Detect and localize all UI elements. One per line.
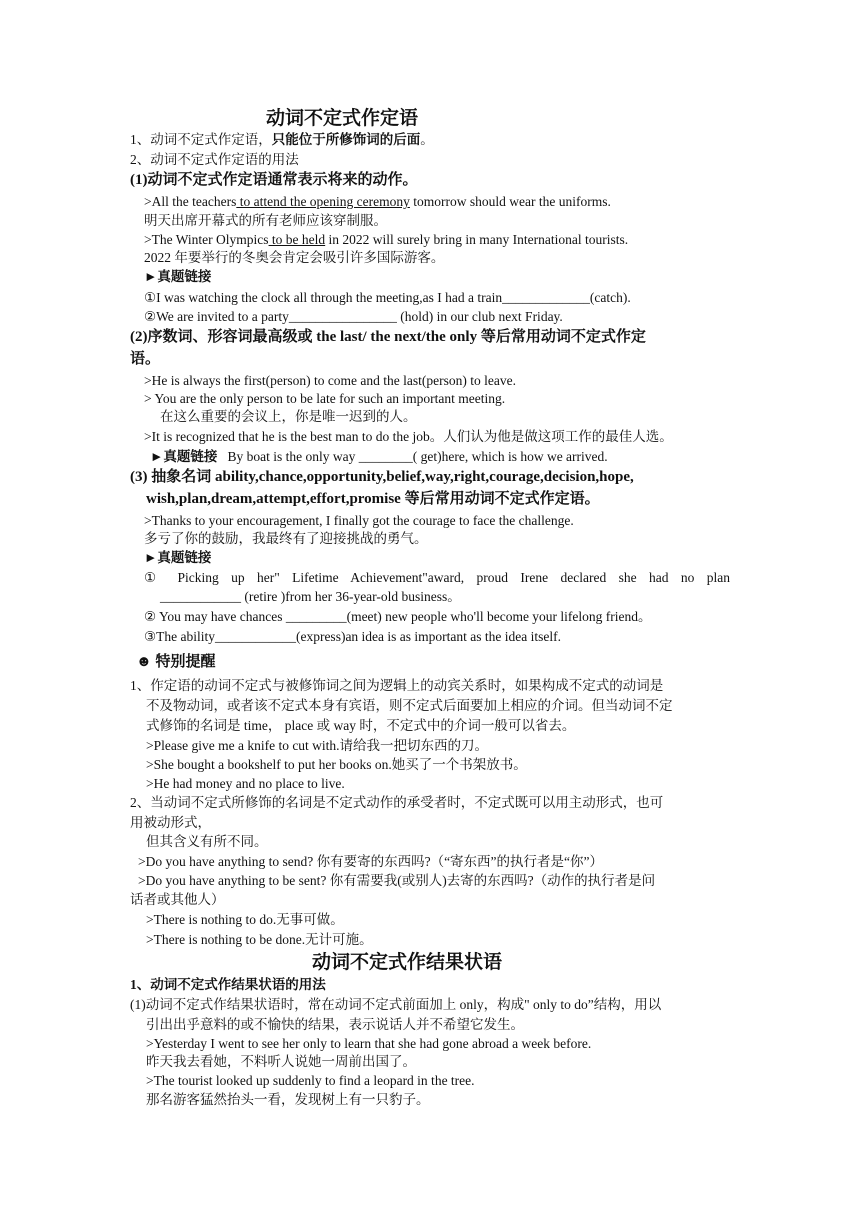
heading-usage-3: (3) 抽象名词 ability,chance,opportunity,belief,way,right,courage,decision,hope, (130, 469, 634, 485)
question-2: ②We are invited to a party________________ (hold) in our club next Friday. (144, 309, 563, 324)
result-example-1-translation: 昨天我去看她，不料听人说她一周前出国了。 (146, 1054, 416, 1069)
example-6-translation: 多亏了你的鼓励，我最终有了迎接挑战的勇气。 (144, 531, 428, 546)
example-1-post: tomorrow should wear the uniforms. (409, 194, 611, 209)
result-example-1: >Yesterday I went to see her only to learn that she had gone abroad a week before. (146, 1036, 592, 1051)
heading-usage-2: (2)序数词、形容词最高级或 the last/ the next/the only 等后常用动词不定式作定 (130, 329, 646, 345)
example-2-underline: to be held (268, 232, 326, 247)
question-1: ①I was watching the clock all through the meeting,as I had a train_____________(catch). (144, 290, 631, 305)
note-example-5: >Do you have anything to be sent? 你有需要我(或别人)去寄的东西吗?（动作的执行者是问 (138, 873, 656, 888)
question-5: ② You may have chances _________(meet) new people who'll become your lifelong friend。 (144, 609, 652, 624)
example-1-translation: 明天出席开幕式的所有老师应该穿制服。 (144, 213, 387, 228)
point-1-text: 1、动词不定式作定语， (130, 132, 272, 147)
note-example-3: >He had money and no place to live. (146, 776, 345, 791)
note-1-line-1: 1、作定语的动词不定式与被修饰词之间为逻辑上的动宾关系时，如果构成不定式的动词是 (130, 678, 664, 693)
note-1-line-3: 式修饰的名词是 time， place 或 way 时，不定式中的介词一般可以省去。 (146, 718, 576, 733)
question-4-cont: ____________ (retire )from her 36-year-old business。 (160, 589, 461, 604)
heading-usage-1: (1)动词不定式作定语通常表示将来的动作。 (130, 172, 418, 188)
question-3: By boat is the only way ________( get)here, which is how we arrived. (227, 449, 608, 464)
example-2 (144, 230, 628, 249)
point-1-bold: 只能位于所修饰词的后面 (271, 132, 421, 147)
point-1 (130, 130, 434, 149)
example-1-pre: >All the teachers (144, 194, 237, 209)
result-example-2-translation: 那名游客猛然抬头一看，发现树上有一只豹子。 (146, 1092, 430, 1107)
example-4-translation: 在这么重要的会议上，你是唯一迟到的人。 (160, 409, 417, 424)
result-point-1-line-1: (1)动词不定式作结果状语时，常在动词不定式前面加上 only，构成" only to do”结构，用以 (130, 997, 662, 1012)
example-1 (144, 192, 611, 211)
example-5: >It is recognized that he is the best man to do the job。人们认为他是做这项工作的最佳人选。 (144, 429, 673, 444)
note-example-5-cont: 话者或其他人） (130, 892, 225, 907)
note-2-line-2: 用被动形式， (130, 815, 211, 830)
point-1-end: 。 (420, 132, 434, 147)
result-point-1-line-2: 引出出乎意料的或不愉快的结果，表示说话人并不希望它发生。 (146, 1017, 524, 1032)
example-2-pre: >The Winter Olympics (144, 232, 269, 247)
example-2-translation: 2022 年要举行的冬奥会肯定会吸引许多国际游客。 (144, 250, 445, 265)
heading-usage-2-cont: 语。 (130, 351, 161, 367)
example-2-post: in 2022 will surely bring in many International tourists. (325, 232, 629, 247)
note-example-6: >There is nothing to do.无事可做。 (146, 912, 344, 927)
note-1-line-2: 不及物动词，或者该不定式本身有宾语，则不定式后面要加上相应的介词。但当动词不定 (146, 698, 673, 713)
exam-link-2: ►真题链接 (150, 449, 218, 464)
example-1-underline: to attend the opening ceremony (236, 194, 410, 209)
result-example-2: >The tourist looked up suddenly to find a leopard in the tree. (146, 1073, 475, 1088)
exam-link-3: ►真题链接 (144, 550, 212, 565)
special-note-heading: ☻ 特别提醒 (136, 654, 216, 670)
point-2: 2、动词不定式作定语的用法 (130, 152, 299, 167)
exam-link-2-line (150, 447, 608, 466)
example-6: >Thanks to your encouragement, I finally got the courage to face the challenge. (144, 513, 574, 528)
result-heading: 1、动词不定式作结果状语的用法 (130, 977, 326, 992)
note-example-2: >She bought a bookshelf to put her books on.她买了一个书架放书。 (146, 757, 527, 772)
note-2-line-3: 但其含义有所不同。 (146, 834, 268, 849)
question-4: ① Picking up her" Lifetime Achievement"award, proud Irene declared she had no plan (144, 570, 730, 585)
note-2-line-1: 2、当动词不定式所修饰的名词是不定式动作的承受者时，不定式既可以用主动形式，也可 (130, 795, 664, 810)
example-4: > You are the only person to be late for such an important meeting. (144, 391, 506, 406)
section-title-result-adverbial: 动词不定式作结果状语 (312, 951, 503, 973)
heading-usage-3-cont: wish,plan,dream,attempt,effort,promise 等后常用动词不定式作定语。 (146, 491, 600, 507)
note-example-1: >Please give me a knife to cut with.请给我一把切东西的刀。 (146, 738, 489, 753)
section-title-attributive: 动词不定式作定语 (266, 107, 419, 129)
note-example-4: >Do you have anything to send? 你有要寄的东西吗?（“寄东西”的执行者是“你”） (138, 854, 604, 869)
note-example-7: >There is nothing to be done.无计可施。 (146, 932, 373, 947)
example-3: >He is always the first(person) to come and the last(person) to leave. (144, 373, 516, 388)
question-6: ③The ability____________(express)an idea is as important as the idea itself. (144, 629, 561, 644)
exam-link-1: ►真题链接 (144, 269, 212, 284)
